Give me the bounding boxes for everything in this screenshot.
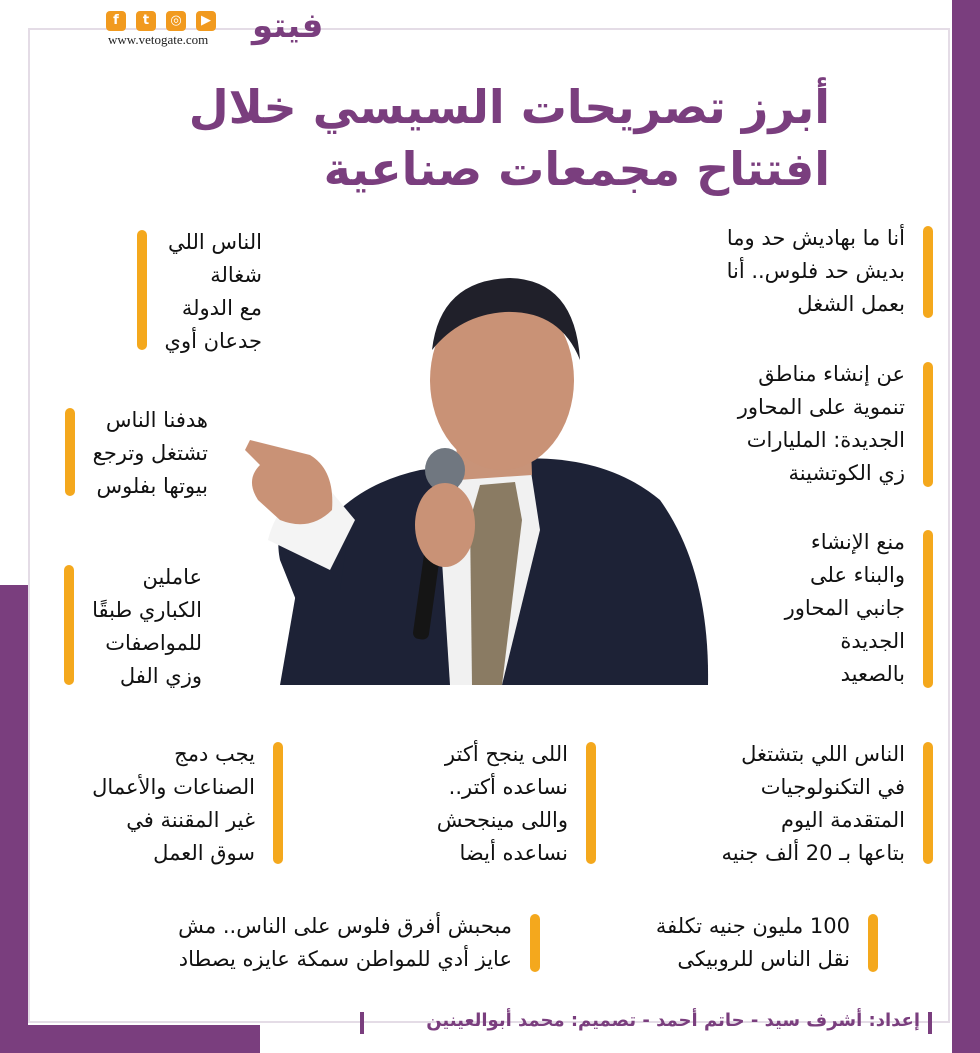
- quote-accent-bar: [923, 742, 933, 864]
- logo: فيتو: [252, 6, 324, 46]
- quote-10: 100 مليون جنيه تكلفة نقل الناس للروبيكى: [656, 910, 850, 976]
- page-title: [150, 76, 830, 200]
- quote-accent-bar: [586, 742, 596, 864]
- quote-accent-bar: [137, 230, 147, 350]
- quote-accent-bar: [65, 408, 75, 496]
- social-icons: [106, 10, 248, 32]
- quote-accent-bar: [923, 362, 933, 487]
- title-line-1: أبرز تصريحات السيسي خلال: [188, 80, 830, 134]
- quote-6: عاملين الكباري طبقًا للمواصفات وزي الفل: [92, 561, 202, 693]
- site-url[interactable]: www.vetogate.com: [108, 32, 209, 47]
- speaker-portrait: [240, 270, 710, 685]
- credits-bar-left: [360, 1012, 364, 1034]
- quote-2: عن إنشاء مناطق تنموية على المحاور الجديدة: المليارات زي الكوتشينة: [738, 358, 905, 490]
- quote-1: أنا ما بهاديش حد وما بديش حد فلوس.. أنا بعمل الشغل: [727, 222, 905, 321]
- quote-accent-bar: [273, 742, 283, 864]
- twitter-icon[interactable]: t: [136, 11, 156, 31]
- quote-11: مبحبش أفرق فلوس على الناس.. مش عايز أدي للمواطن سمكة عايزه يصطاد: [178, 910, 512, 976]
- quote-accent-bar: [530, 914, 540, 972]
- quote-5: هدفنا الناس تشتغل وترجع بيوتها بفلوس: [93, 404, 208, 503]
- left-frame-bar: [0, 585, 28, 1053]
- quote-accent-bar: [64, 565, 74, 685]
- quote-3: منع الإنشاء والبناء على جانبي المحاور الجديدة بالصعيد: [785, 526, 905, 691]
- quote-accent-bar: [923, 530, 933, 688]
- credits-bar-right: [928, 1012, 932, 1034]
- quote-7: الناس اللي بتشتغل في التكنولوجيات المتقدمة اليوم بتاعها بـ 20 ألف جنيه: [721, 738, 905, 870]
- quote-9: يجب دمج الصناعات والأعمال غير المقننة في سوق العمل: [92, 738, 255, 870]
- credits-text: إعداد: أشرف سيد - حاتم أحمد - تصميم: محمد أبوالعينين: [426, 1010, 920, 1031]
- title-line-2: افتتاح مجمعات صناعية: [323, 142, 830, 196]
- quote-8: اللى ينجح أكتر نساعده أكتر.. واللى مينجحش نساعده أيضا: [437, 738, 568, 870]
- youtube-icon[interactable]: ▶: [196, 11, 216, 31]
- quote-accent-bar: [868, 914, 878, 972]
- facebook-icon[interactable]: f: [106, 11, 126, 31]
- bottom-frame-bar: [0, 1025, 260, 1053]
- instagram-icon[interactable]: ◎: [166, 11, 186, 31]
- right-frame-bar: [952, 0, 980, 1053]
- credits: [360, 1010, 920, 1036]
- quote-4: الناس اللي شغالة مع الدولة جدعان أوي: [165, 226, 262, 358]
- quote-accent-bar: [923, 226, 933, 318]
